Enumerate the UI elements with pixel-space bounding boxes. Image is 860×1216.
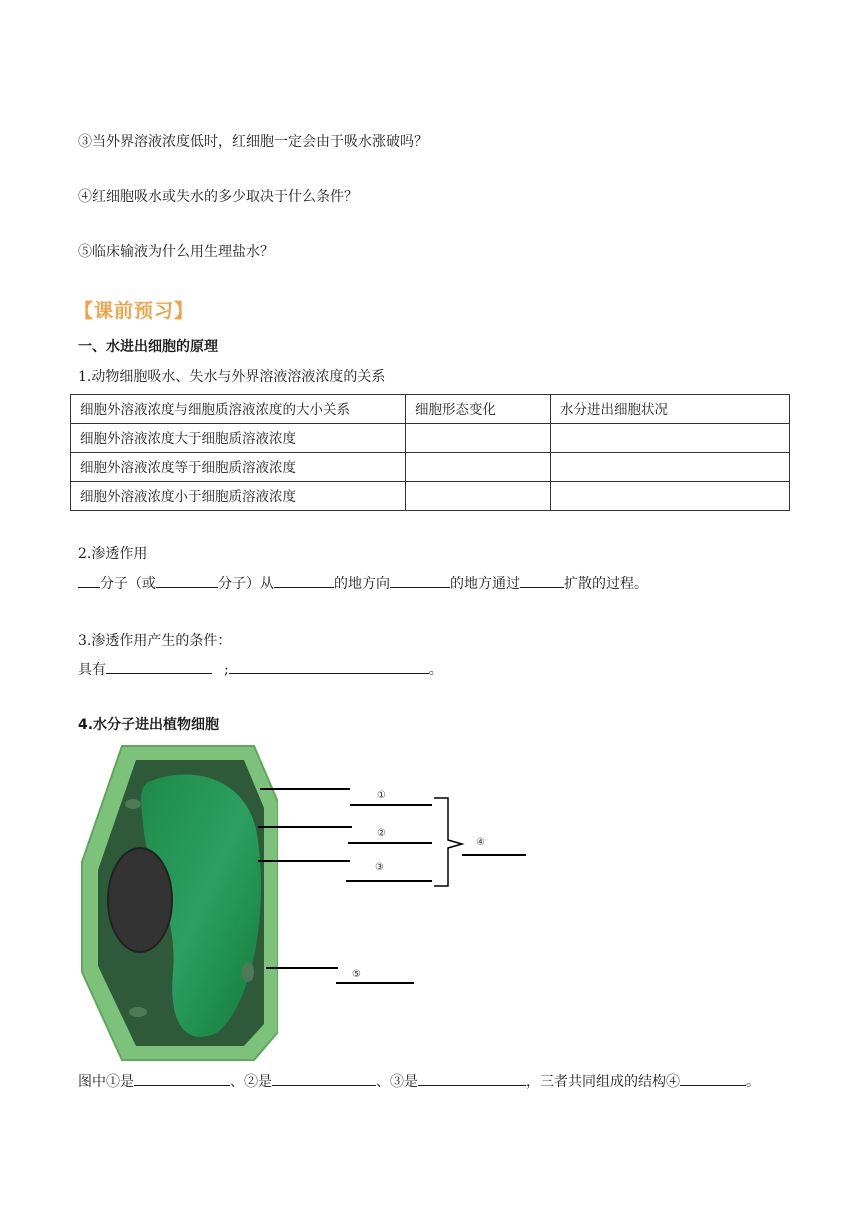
caption-text: 、③是	[376, 1074, 418, 1090]
label-5: ⑤	[352, 969, 361, 980]
item-3-title: 3.渗透作用产生的条件：	[78, 633, 232, 649]
table-cell[interactable]	[406, 424, 551, 453]
answer-line-4[interactable]	[462, 854, 526, 856]
table-header-cell: 细胞外溶液浓度与细胞质溶液浓度的大小关系	[71, 395, 406, 424]
plant-cell-diagram	[78, 742, 278, 1062]
sentence-text: 。	[428, 662, 443, 678]
fill-blank[interactable]	[272, 1071, 376, 1086]
item-4-title: 4.水分子进出植物细胞	[78, 717, 220, 733]
table-cell: 细胞外溶液浓度大于细胞质溶液浓度	[71, 424, 406, 453]
question-5: ⑤临床输液为什么用生理盐水？	[78, 244, 274, 260]
table-row	[71, 424, 790, 453]
table-header-cell: 细胞形态变化	[406, 395, 551, 424]
table-row	[71, 482, 790, 511]
leader-line	[258, 826, 352, 828]
question-3: ③当外界溶液浓度低时，红细胞一定会由于吸水涨破吗？	[78, 134, 428, 150]
sentence-text: 分子）从	[218, 576, 274, 592]
sentence-text: 扩散的过程。	[564, 576, 648, 592]
table-cell: 细胞外溶液浓度等于细胞质溶液浓度	[71, 453, 406, 482]
caption-text: 。	[746, 1074, 760, 1090]
bracket	[432, 796, 466, 888]
fill-blank[interactable]	[156, 573, 218, 588]
fill-blank[interactable]	[680, 1071, 746, 1086]
answer-line-1[interactable]	[350, 804, 432, 806]
label-2: ②	[377, 828, 386, 839]
table-cell[interactable]	[551, 453, 790, 482]
answer-line-2[interactable]	[348, 842, 432, 844]
fill-blank[interactable]	[418, 1071, 526, 1086]
item-2-title: 2.渗透作用	[78, 546, 148, 562]
answer-line-5[interactable]	[336, 982, 414, 984]
table-cell[interactable]	[551, 424, 790, 453]
table-cell[interactable]	[406, 482, 551, 511]
leader-line	[258, 860, 350, 862]
table-cell[interactable]	[551, 482, 790, 511]
table-cell: 细胞外溶液浓度小于细胞质溶液浓度	[71, 482, 406, 511]
chloroplast	[125, 799, 141, 809]
heading-water-principle: 一、水进出细胞的原理	[78, 339, 218, 355]
conditions-sentence	[78, 659, 443, 679]
fill-blank[interactable]	[520, 573, 564, 588]
fill-blank[interactable]	[134, 1071, 230, 1086]
sentence-text: ;	[224, 662, 229, 678]
table-cell[interactable]	[406, 453, 551, 482]
nucleus	[108, 848, 172, 952]
table-row	[71, 453, 790, 482]
leader-line	[266, 967, 338, 969]
chloroplast	[242, 962, 254, 982]
fill-blank[interactable]	[78, 573, 100, 588]
table-header-row	[71, 395, 790, 424]
fill-blank[interactable]	[229, 659, 429, 674]
label-3: ③	[375, 862, 384, 873]
fill-blank[interactable]	[390, 573, 450, 588]
sentence-text: 分子（或	[100, 576, 156, 592]
question-4: ④红细胞吸水或失水的多少取决于什么条件？	[78, 189, 358, 205]
section-title: 【课前预习】	[74, 300, 195, 322]
answer-line-3[interactable]	[346, 880, 432, 882]
label-4: ④	[476, 837, 485, 848]
table-header-cell: 水分进出细胞状况	[551, 395, 790, 424]
fill-blank[interactable]	[106, 659, 212, 674]
caption-text: 、②是	[230, 1074, 272, 1090]
item-1-title: 1.动物细胞吸水、失水与外界溶液溶液浓度的关系	[78, 369, 386, 385]
caption-text: 图中①是	[78, 1074, 134, 1090]
diagram-caption	[78, 1071, 760, 1091]
caption-text: ，三者共同组成的结构④	[526, 1074, 680, 1090]
relation-table	[70, 394, 790, 511]
osmosis-sentence	[78, 573, 648, 593]
fill-blank[interactable]	[274, 573, 334, 588]
sentence-text: 的地方向	[334, 576, 390, 592]
leader-line	[260, 788, 350, 790]
label-1: ①	[377, 790, 386, 801]
sentence-text: 的地方通过	[450, 576, 520, 592]
chloroplast	[129, 1007, 147, 1017]
sentence-text: 具有	[78, 662, 106, 678]
